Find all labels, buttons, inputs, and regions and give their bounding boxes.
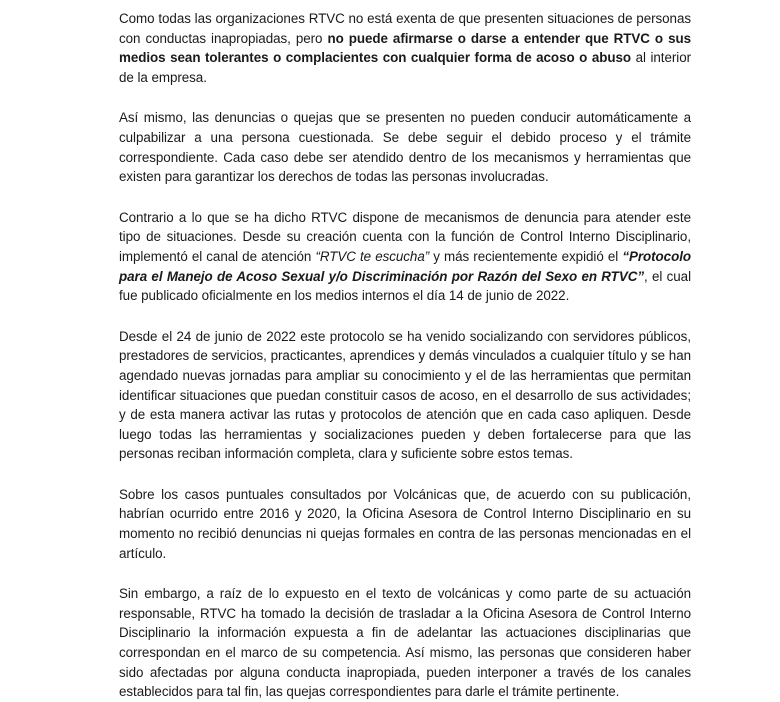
paragraph-4-text: Desde el 24 de junio de 2022 este protocolo se ha venido socializando con servidores públicos, prestadores de servicios, practicantes, aprendices y demás vinculados a cualquier título y se han agendado nuevas jornadas para ampliar su conocimiento y el de las herramientas que permitan identificar situaciones que puedan constituir casos de acoso, en el desarrollo de sus actividades; y de esta manera activar las rutas y protocolos de atención que en cada caso apliquen. Desde luego todas las herramientas y socializaciones pueden y deben fortalecerse para que las personas reciban información completa, clara y suficiente sobre estos temas. (119, 328, 691, 462)
channel-name-italic: “RTVC te escucha” (315, 248, 430, 264)
paragraph-5-text: Sobre los casos puntuales consultados por Volcánicas que, de acuerdo con su publicación, habrían ocurrido entre 2016 y 2020, la Oficina Asesora de Control Interno Disciplinario en su momento no recibió denuncias ni quejas formales en contra de las personas mencionadas en el artículo. (119, 486, 691, 561)
paragraph-1-text-end: al interior de la empresa. (119, 50, 691, 85)
paragraph-3-text-mid: y más recientemente expidió el (429, 248, 623, 264)
paragraph-1-bold: no puede afirmarse o darse a entender que RTVC o sus medios sean tolerantes o complacientes con cualquier forma de acoso o abuso (119, 30, 691, 66)
paragraph-6-text: Sin embargo, a raíz de lo expuesto en el texto de volcánicas y como parte de su actuación responsable, RTVC ha tomado la decisión de trasladar a la Oficina Asesora de Control Interno Disciplinario la información expuesta a fin de adelantar las actuaciones disciplinarias que correspondan en el marco de su competencia. Así mismo, las personas que consideren haber sido afectadas por alguna conducta inapropiada, pueden interponer a través de los canales establecidos para tal fin, las quejas correspondientes para darle el trámite pertinente. (119, 586, 691, 700)
protocol-title: “Protocolo para el Manejo de Acoso Sexual y/o Discriminación por Razón del Sexo en RTVC” (119, 248, 691, 284)
paragraph-2 (119, 108, 691, 186)
paragraph-1 (119, 9, 691, 87)
paragraph-1-text: Como todas las organizaciones RTVC no está exenta de que presenten situaciones de personas con conductas inapropiadas, pero (119, 11, 691, 46)
paragraph-3 (119, 208, 691, 306)
paragraph-6 (119, 584, 691, 702)
paragraph-3-text: Contrario a lo que se ha dicho RTVC dispone de mecanismos de denuncia para atender este tipo de situaciones. Desde su creación cuenta con la función de Control Interno Disciplinario, implementó el canal de atención (119, 209, 691, 264)
paragraph-5 (119, 485, 691, 563)
paragraph-2-text: Así mismo, las denuncias o quejas que se presenten no pueden conducir automáticamente a culpabilizar a una persona cuestionada. Se debe seguir el debido proceso y el trámite correspondiente. Cada caso debe ser atendido dentro de los mecanismos y herramientas que existen para garantizar los derechos de todas las personas involucradas. (119, 110, 691, 185)
paragraph-3-text-end: , el cual fue publicado oficialmente en los medios internos el día 14 de junio de 2022. (119, 268, 692, 304)
paragraph-4 (119, 327, 691, 464)
